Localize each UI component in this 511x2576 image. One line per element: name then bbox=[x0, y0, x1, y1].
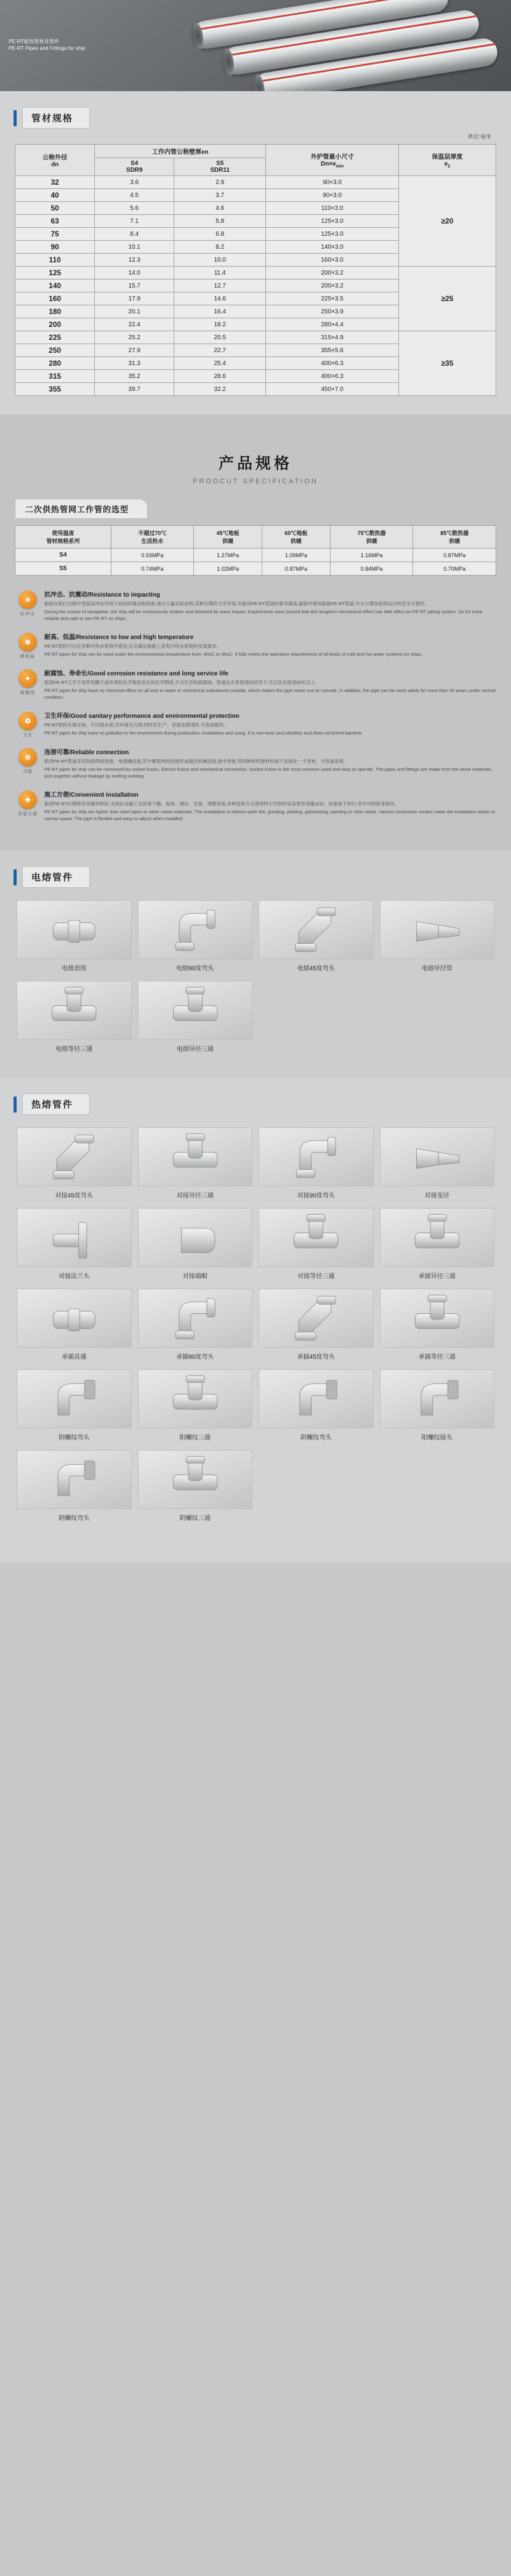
elbow90-icon bbox=[138, 900, 253, 959]
cell-s5: 10.0 bbox=[174, 254, 266, 267]
cell-dn: 200 bbox=[15, 318, 95, 331]
female-thread-elbow3-icon bbox=[17, 1450, 132, 1509]
fitting-label: 对接等径三通 bbox=[297, 1273, 335, 1280]
bottom-spacer bbox=[0, 1528, 511, 1544]
selection-col-0: 使用温度 管材规格系列 bbox=[15, 526, 111, 549]
cell-s4: 35.2 bbox=[95, 370, 174, 383]
elbow45-icon bbox=[259, 900, 374, 959]
feature-item bbox=[14, 747, 497, 781]
table-row bbox=[15, 267, 496, 280]
fitting-label: 电熔45度弯头 bbox=[297, 965, 335, 972]
fitting-cell[interactable] bbox=[135, 1205, 256, 1286]
heading-accent-bar bbox=[14, 869, 17, 885]
cell-s4: 12.3 bbox=[95, 254, 174, 267]
cell-outer: 400×6.3 bbox=[266, 357, 399, 370]
fitting-cell[interactable] bbox=[14, 1125, 135, 1205]
cell-dn: 225 bbox=[15, 331, 95, 344]
socket-coupler-icon bbox=[17, 1289, 132, 1348]
cell-s4: 17.9 bbox=[95, 292, 174, 305]
fitting-cell[interactable] bbox=[14, 1286, 135, 1367]
feature-badge-icon: ❄ bbox=[18, 633, 37, 651]
cell-dn: 315 bbox=[15, 370, 95, 383]
feature-badge bbox=[14, 710, 42, 738]
electro-heading bbox=[14, 866, 511, 888]
selection-cell-1: 1.02MPa bbox=[194, 562, 262, 576]
heading-accent-bar bbox=[14, 1097, 17, 1113]
cell-s5: 20.5 bbox=[174, 331, 266, 344]
cell-s5: 14.6 bbox=[174, 292, 266, 305]
fitting-label: 对接端帽 bbox=[182, 1273, 207, 1280]
fitting-cell[interactable] bbox=[377, 1125, 498, 1205]
cell-s5: 6.8 bbox=[174, 228, 266, 241]
table-header-row bbox=[15, 145, 496, 158]
cell-s5: 18.2 bbox=[174, 318, 266, 331]
selection-cell-2: 1.09MPa bbox=[262, 549, 331, 562]
feature-title: 耐高、低温/Resistance to low and high temperature bbox=[44, 634, 194, 641]
fitting-label: 阴螺纹弯头 bbox=[58, 1435, 90, 1441]
cell-dn: 160 bbox=[15, 292, 95, 305]
feature-paragraph: During the course of navigation, the ship will be continuously shaken and distorted by wave impact. Experiments have proved that this longterm mechanical effect has little effect on PE-RT piping system. So it's more reliable and safe to use PE-RT on ships. bbox=[44, 609, 483, 621]
cell-s4: 39.7 bbox=[95, 383, 174, 396]
cell-outer: 200×3.2 bbox=[266, 280, 399, 292]
feature-badge bbox=[14, 589, 42, 617]
cell-s4: 15.7 bbox=[95, 280, 174, 292]
cell-dn: 125 bbox=[15, 267, 95, 280]
feature-paragraph: PE-RT pipes for ship are lighter than steel pipes or other metal materials. The installation is without open fire, grinding, pickling, galvanizing, painting or other steps. Various connection modes make the installation easier in narrow space. The pipe is flexible and easy to adjust when installed. bbox=[44, 809, 495, 821]
fitting-label: 承插90度弯头 bbox=[176, 1354, 214, 1361]
cell-dn: 90 bbox=[15, 241, 95, 254]
selection-row-label: S4 bbox=[15, 549, 111, 562]
feature-title: 连接可靠/Reliable connection bbox=[44, 749, 129, 756]
cell-insulation: ≥25 bbox=[398, 267, 496, 331]
feature-badge-label: 耐腐蚀 bbox=[20, 691, 35, 695]
feature-paragraph: PE-RT pipes for ship can be connected by socket fusion, Electro fusion and mechanical connection. Socket fusion is the most common used and easy to operate. The pipes and fittings are made from the same materials, joint together without leakage by melting welding. bbox=[44, 767, 493, 779]
butt-flange-icon bbox=[17, 1208, 132, 1267]
fitting-label: 电熔异径管 bbox=[421, 965, 453, 972]
heading-text: 电熔管件 bbox=[22, 866, 90, 888]
cell-dn: 250 bbox=[15, 344, 95, 357]
cell-dn: 75 bbox=[15, 228, 95, 241]
fitting-cell[interactable] bbox=[256, 1205, 377, 1286]
th-s5: S5 SDR11 bbox=[174, 158, 266, 176]
feature-badge-label: 卫生 bbox=[23, 733, 33, 738]
th-dn: 公称外径 dn bbox=[15, 145, 95, 176]
selection-table bbox=[15, 525, 496, 576]
fitting-label: 电熔90度弯头 bbox=[176, 965, 214, 972]
selection-col-3: 60℃地板 供暖 bbox=[262, 526, 331, 549]
cell-outer: 90×3.0 bbox=[266, 176, 399, 189]
butt-reducing-tee-icon bbox=[138, 1127, 253, 1186]
pipe-spec-table bbox=[15, 144, 496, 396]
fitting-label: 对接90度弯头 bbox=[297, 1193, 335, 1199]
butt-elbow45-icon bbox=[17, 1127, 132, 1186]
reducing-tee-icon bbox=[138, 981, 253, 1040]
cell-s4: 31.3 bbox=[95, 357, 174, 370]
feature-paragraph: PE-RT管材可以在各种冷热水系统中使用,完全满足船舶上各类冷热水系统的安装要求。 bbox=[44, 643, 221, 649]
cell-outer: 200×3.2 bbox=[266, 267, 399, 280]
reducer-icon bbox=[380, 900, 495, 959]
cell-outer: 400×6.3 bbox=[266, 370, 399, 383]
fitting-cell[interactable] bbox=[135, 978, 256, 1059]
pipe-spec-table-wrap bbox=[15, 144, 496, 396]
fitting-label: 阴螺纹三通 bbox=[179, 1515, 211, 1522]
feature-badge-icon: ✦ bbox=[18, 669, 37, 688]
cell-outer: 280×4.4 bbox=[266, 318, 399, 331]
feature-paragraph: 船舶在航行过程中受波浪冲击作用下而持续震动和扭曲,通过大量实验证明,其种长期的力学作用,对船用PE-RT管道的要求极高,船舶中使用船舶PE-RT管道,可大大增加系统运行的安全可靠性。 bbox=[44, 601, 430, 606]
cell-outer: 450×7.0 bbox=[266, 383, 399, 396]
feature-badge-label: 抗冲击 bbox=[20, 612, 35, 616]
pipe-illustration bbox=[148, 0, 511, 91]
selection-col-1: 不超过70℃ 生活热水 bbox=[111, 526, 194, 549]
cell-insulation: ≥20 bbox=[398, 176, 496, 267]
butt-reducer-icon bbox=[380, 1127, 495, 1186]
cell-s5: 8.2 bbox=[174, 241, 266, 254]
cell-outer: 225×3.5 bbox=[266, 292, 399, 305]
hero-title-en: PE-RT Pipes and Fittings for ship bbox=[9, 46, 86, 51]
selection-row-label: S5 bbox=[15, 562, 111, 576]
fitting-cell[interactable] bbox=[256, 1367, 377, 1447]
cell-s5: 32.2 bbox=[174, 383, 266, 396]
fitting-cell[interactable] bbox=[135, 898, 256, 978]
heading-text: 热熔管件 bbox=[22, 1093, 90, 1115]
fitting-cell[interactable] bbox=[377, 1286, 498, 1367]
cell-s4: 14.0 bbox=[95, 267, 174, 280]
fusion-fitting-section bbox=[0, 1077, 511, 1563]
feature-paragraph: 船用PE-RT管道采用热熔焊接连接、电熔融连接,其中哪里两的连接形成最佳机械连接,接中管壁,将同种材料建材料熔于连接处一于管材、与管道系统。 bbox=[44, 759, 348, 764]
feature-badge bbox=[14, 789, 42, 817]
product-spec-title bbox=[0, 430, 511, 489]
fitting-label: 承插异径三通 bbox=[418, 1273, 456, 1280]
cell-outer: 90×3.0 bbox=[266, 189, 399, 202]
selection-table-body bbox=[15, 549, 496, 576]
cell-outer: 125×3.0 bbox=[266, 228, 399, 241]
feature-badge-label: 安装方便 bbox=[18, 812, 38, 816]
fitting-cell[interactable] bbox=[135, 1125, 256, 1205]
feature-badge bbox=[14, 668, 42, 696]
selection-title: 二次供热管网工作管的选型 bbox=[15, 499, 148, 519]
cell-dn: 280 bbox=[15, 357, 95, 370]
th-wall: 工作内管公称壁厚en bbox=[95, 145, 266, 158]
electro-fitting-section bbox=[0, 850, 511, 1077]
fitting-cell[interactable] bbox=[256, 1286, 377, 1367]
feature-body bbox=[42, 710, 497, 738]
fitting-cell[interactable] bbox=[135, 1286, 256, 1367]
feature-item bbox=[14, 589, 497, 623]
feature-badge-icon: ⚙ bbox=[18, 748, 37, 767]
unit-note: 单位:毫米 bbox=[467, 134, 491, 140]
butt-cap-icon bbox=[138, 1208, 253, 1267]
feature-body bbox=[42, 747, 497, 781]
product-spec-title-en: PRODCUT SPECIFICATION bbox=[193, 478, 318, 485]
fitting-label: 对接法兰头 bbox=[58, 1273, 90, 1280]
male-thread-adapter-icon bbox=[380, 1369, 495, 1428]
feature-body bbox=[42, 668, 497, 702]
cell-dn: 50 bbox=[15, 202, 95, 215]
fitting-cell[interactable] bbox=[377, 1205, 498, 1286]
feature-body bbox=[42, 789, 497, 823]
cell-s5: 16.4 bbox=[174, 305, 266, 318]
hero-title bbox=[9, 38, 86, 52]
selection-col-2: 45℃地板 供暖 bbox=[194, 526, 262, 549]
feature-paragraph: 船用PE-RT几乎不受所有酸于或外界的化学物质存在的化学物质,不含生活和被腐蚀。管道在正常使用的状况下,可以安全使用50年以上。 bbox=[44, 680, 320, 685]
fitting-label: 对接异径三通 bbox=[176, 1193, 214, 1199]
female-thread-elbow-icon bbox=[17, 1369, 132, 1428]
fitting-label: 电熔异径三通 bbox=[176, 1046, 214, 1053]
feature-paragraph: PE-RT pipes for ship have no pollution to the environment during production, installation and using. It is non-toxic and odorless and does not breed bacteria. bbox=[44, 730, 363, 736]
feature-paragraph: 船用PE-RT比钢管等金属材料轻,支持抗击施工总体易于搬、取放、储存、安装、调整容易,多种连接方式使得终小空间的安装更容易搬运轻、轻盈易于的行,安许可的新变修改。 bbox=[44, 801, 400, 807]
fitting-cell[interactable] bbox=[14, 978, 135, 1059]
fitting-label: 承插直通 bbox=[62, 1354, 87, 1361]
feature-badge-label: 耐低温 bbox=[20, 654, 35, 659]
cell-outer: 250×3.9 bbox=[266, 305, 399, 318]
cell-s5: 2.9 bbox=[174, 176, 266, 189]
fitting-label: 对接45度弯头 bbox=[55, 1193, 93, 1199]
cell-s4: 3.6 bbox=[95, 176, 174, 189]
cell-s5: 3.7 bbox=[174, 189, 266, 202]
cell-outer: 110×3.0 bbox=[266, 202, 399, 215]
th-s4: S4 SDR9 bbox=[95, 158, 174, 176]
cell-outer: 355×5.6 bbox=[266, 344, 399, 357]
cell-outer: 125×3.0 bbox=[266, 215, 399, 228]
feature-item bbox=[14, 710, 497, 738]
feature-paragraph: PE-RT pipes for ship have no chemical effect on all ions in water or chemimcal substances outside, which makes the pipe never rust or corrode. In addition, the pipe can be used safely for more than 50 years under normal condition. bbox=[44, 688, 496, 700]
feature-item bbox=[14, 668, 497, 702]
product-spec-title-cn: 产品规格 bbox=[218, 455, 292, 472]
socket-elbow45-icon bbox=[259, 1289, 374, 1348]
feature-paragraph: PE-RT管材无毒无味、不污染水质,对环境无污染;同时在生产、安装及使用时,不造成破坏。 bbox=[44, 722, 228, 728]
female-thread-elbow2-icon bbox=[259, 1369, 374, 1428]
feature-title: 施工方便/Convenient installation bbox=[44, 792, 139, 799]
electro-fitting-grid bbox=[14, 898, 497, 1059]
fitting-cell[interactable] bbox=[14, 898, 135, 978]
cell-dn: 140 bbox=[15, 280, 95, 292]
selection-cell-0: 0.93MPa bbox=[111, 549, 194, 562]
pipe-spec-section bbox=[0, 91, 511, 414]
hero-banner bbox=[0, 0, 511, 91]
hero-title-cn: PE-RT船用管材及管件 bbox=[9, 39, 60, 44]
fitting-cell[interactable] bbox=[377, 898, 498, 978]
fitting-cell[interactable] bbox=[14, 1205, 135, 1286]
features-list bbox=[14, 589, 497, 823]
table-head bbox=[15, 145, 496, 176]
cell-s4: 4.5 bbox=[95, 189, 174, 202]
table-body bbox=[15, 176, 496, 396]
cell-s4: 20.1 bbox=[95, 305, 174, 318]
table-row bbox=[15, 331, 496, 344]
feature-paragraph: PE-RT pipes for ship can be used under the environmental temperature from -40oC to 95oC. It fully meets the operation requirements of all kinds of cold and hot water systems on ships. bbox=[44, 651, 423, 657]
feature-title: 卫生环保/Good sanitary performance and environmental protection bbox=[44, 713, 239, 720]
fitting-label: 承插45度弯头 bbox=[297, 1354, 335, 1361]
feature-badge-label: 可靠 bbox=[23, 770, 33, 774]
fusion-fitting-grid bbox=[14, 1125, 497, 1528]
cell-s4: 8.4 bbox=[95, 228, 174, 241]
feature-title: 抗冲击、抗震动/Resistance to impacting bbox=[44, 592, 160, 598]
fitting-label: 电熔等径三通 bbox=[55, 1046, 93, 1053]
cell-s4: 25.2 bbox=[95, 331, 174, 344]
selection-cell-4: 0.87MPa bbox=[413, 549, 496, 562]
fitting-label: 阴螺纹弯头 bbox=[300, 1435, 332, 1441]
cell-insulation: ≥35 bbox=[398, 331, 496, 396]
selection-row bbox=[15, 562, 496, 576]
fitting-label: 阳螺纹三通 bbox=[179, 1435, 211, 1441]
female-thread-tee-icon bbox=[138, 1450, 253, 1509]
fitting-cell[interactable] bbox=[135, 1367, 256, 1447]
feature-badge-icon: ✚ bbox=[18, 791, 37, 809]
cell-dn: 180 bbox=[15, 305, 95, 318]
cell-s5: 11.4 bbox=[174, 267, 266, 280]
feature-body bbox=[42, 589, 497, 623]
cell-dn: 40 bbox=[15, 189, 95, 202]
cell-s5: 22.7 bbox=[174, 344, 266, 357]
socket-elbow90-icon bbox=[138, 1289, 253, 1348]
cell-s5: 12.7 bbox=[174, 280, 266, 292]
feature-body bbox=[42, 632, 497, 659]
selection-header-row bbox=[15, 526, 496, 549]
selection-cell-3: 0.84MPa bbox=[330, 562, 413, 576]
fitting-cell[interactable] bbox=[14, 1447, 135, 1528]
cell-s4: 22.4 bbox=[95, 318, 174, 331]
male-thread-tee-icon bbox=[138, 1369, 253, 1428]
feature-badge bbox=[14, 747, 42, 775]
cell-dn: 32 bbox=[15, 176, 95, 189]
th-insulation: 保温层厚度 $e_2$ bbox=[398, 145, 496, 176]
selection-cell-0: 0.74MPa bbox=[111, 562, 194, 576]
product-spec-section bbox=[0, 414, 511, 850]
fitting-cell[interactable] bbox=[14, 1367, 135, 1447]
cell-dn: 63 bbox=[15, 215, 95, 228]
fitting-cell[interactable] bbox=[135, 1447, 256, 1528]
butt-equal-tee-icon bbox=[259, 1208, 374, 1267]
selection-table-head bbox=[15, 526, 496, 549]
feature-title: 耐腐蚀、寿命长/Good corrosion resistance and long service life bbox=[44, 670, 228, 677]
fitting-cell[interactable] bbox=[377, 1367, 498, 1447]
coupler-icon bbox=[17, 900, 132, 959]
socket-reducing-tee-icon bbox=[380, 1208, 495, 1267]
pipe-spec-heading bbox=[14, 107, 511, 129]
feature-item bbox=[14, 789, 497, 823]
table-row bbox=[15, 176, 496, 189]
feature-badge-icon: ♻ bbox=[18, 712, 37, 730]
cell-s4: 7.1 bbox=[95, 215, 174, 228]
selection-col-5: 85℃散热器 供暖 bbox=[413, 526, 496, 549]
cell-s4: 10.1 bbox=[95, 241, 174, 254]
heading-accent-bar bbox=[14, 110, 17, 126]
feature-badge-icon: ☀ bbox=[18, 590, 37, 609]
cell-s4: 5.6 bbox=[95, 202, 174, 215]
selection-cell-3: 1.16MPa bbox=[330, 549, 413, 562]
cell-outer: 160×3.0 bbox=[266, 254, 399, 267]
cell-outer: 140×3.0 bbox=[266, 241, 399, 254]
fitting-label: 对接变径 bbox=[424, 1193, 449, 1199]
selection-col-4: 75℃散热器 供暖 bbox=[330, 526, 413, 549]
cell-dn: 355 bbox=[15, 383, 95, 396]
socket-equal-tee-icon bbox=[380, 1289, 495, 1348]
cell-s5: 28.6 bbox=[174, 370, 266, 383]
fitting-cell[interactable] bbox=[256, 1125, 377, 1205]
selection-cell-2: 0.87MPa bbox=[262, 562, 331, 576]
cell-s5: 5.8 bbox=[174, 215, 266, 228]
selection-row bbox=[15, 549, 496, 562]
selection-cell-4: 0.70MPa bbox=[413, 562, 496, 576]
cell-s5: 25.4 bbox=[174, 357, 266, 370]
fitting-label: 阴螺纹弯头 bbox=[58, 1515, 90, 1522]
butt-elbow90-icon bbox=[259, 1127, 374, 1186]
fusion-heading bbox=[14, 1093, 511, 1115]
heading-text: 管材规格 bbox=[22, 107, 90, 129]
feature-badge bbox=[14, 632, 42, 659]
feature-item bbox=[14, 632, 497, 659]
fitting-label: 承插等径三通 bbox=[418, 1354, 456, 1361]
fitting-label: 阳螺纹接头 bbox=[421, 1435, 453, 1441]
tee-icon bbox=[17, 981, 132, 1040]
th-outer: 外护管最小尺寸 $Dn\times e_{min}$ bbox=[266, 145, 399, 176]
cell-s4: 27.9 bbox=[95, 344, 174, 357]
cell-outer: 315×4.9 bbox=[266, 331, 399, 344]
fitting-label: 电熔套筒 bbox=[62, 965, 87, 972]
fitting-cell[interactable] bbox=[256, 898, 377, 978]
cell-dn: 110 bbox=[15, 254, 95, 267]
selection-cell-1: 1.27MPa bbox=[194, 549, 262, 562]
cell-s5: 4.6 bbox=[174, 202, 266, 215]
